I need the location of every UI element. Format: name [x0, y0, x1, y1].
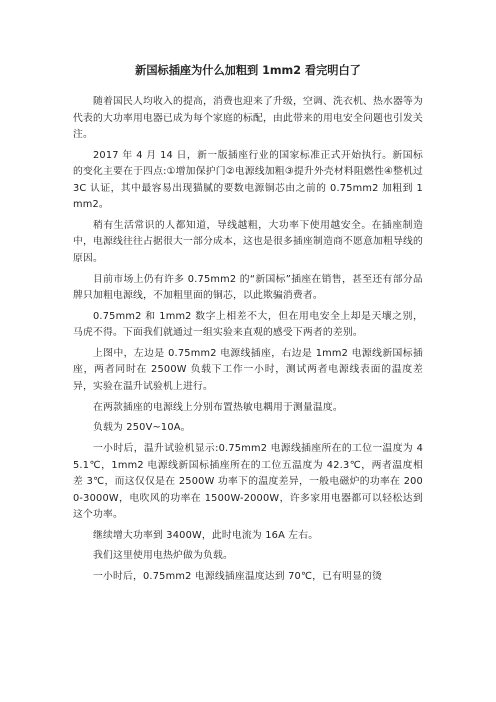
paragraph: 负载为 250V~10A。	[93, 422, 191, 434]
paragraph: 上图中，左边是 0.75mm2 电源线插座，右边是 1mm2 电源线新国标插座，两者同时在 2500W 负载下工作一小时，测试两者电源线表面的温度差异，实验在温升试验机上进行。	[73, 347, 423, 392]
paragraph: 稍有生活常识的人都知道，导线越粗，大功率下使用越安全。在插座制造中，电源线往往占据很大一部分成本，这也是很多插座制造商不愿意加粗导线的原因。	[73, 219, 423, 264]
paragraph: 一小时后，温升试验机显示:0.75mm2 电源线插座所在的工位一温度为 45.1℃，1mm2 电源线新国标插座所在的工位五温度为 42.3℃，两者温度相差 3℃，而这仅仅是在 2500W 功率下的温度差异，一般电磁炉的功率在 2000-3000W，电吹风的功率在 1500W-2000W，许多家用电器都可以轻松达到这个功率。	[73, 443, 423, 520]
paragraph: 我们这里使用电热炉做为负载。	[93, 550, 233, 562]
paragraph: 2017 年 4 月 14 日，新一版插座行业的国家标准正式开始执行。新国标的变化主要在于四点:①增加保护门②电源线加粗③提升外壳材料阻燃性④整机过 3C 认证，其中最容易出现猫腻的要数电源铜芯由之前的 0.75mm2 加粗到 1mm2。	[73, 149, 423, 211]
paragraph: 一小时后，0.75mm2 电源线插座温度达到 70℃，已有明显的烫	[93, 571, 383, 583]
paragraph: 0.75mm2 和 1mm2 数字上相差不大，但在用电安全上却是天壤之别，马虎不得。下面我们就通过一组实验来直观的感受下两者的差别。	[73, 310, 423, 339]
document-title: 新国标插座为什么加粗到 1mm2 看完明白了	[135, 64, 361, 77]
paragraph: 随着国民人均收入的提高，消费也迎来了升级，空调、洗衣机、热水器等为代表的大功率用电器已成为每个家庭的标配，由此带来的用电安全问题也引发关注。	[73, 96, 423, 140]
paragraph: 在两款插座的电源线上分别布置热敏电耦用于测量温度。	[93, 401, 343, 413]
paragraph: 继续增大功率到 3400W，此时电流为 16A 左右。	[93, 529, 319, 541]
document-body	[73, 94, 423, 590]
paragraph: 目前市场上仍有许多 0.75mm2 的“新国标”插座在销售，甚至还有部分品牌只加粗电源线，不加粗里面的铜芯，以此欺骗消费者。	[73, 273, 423, 302]
